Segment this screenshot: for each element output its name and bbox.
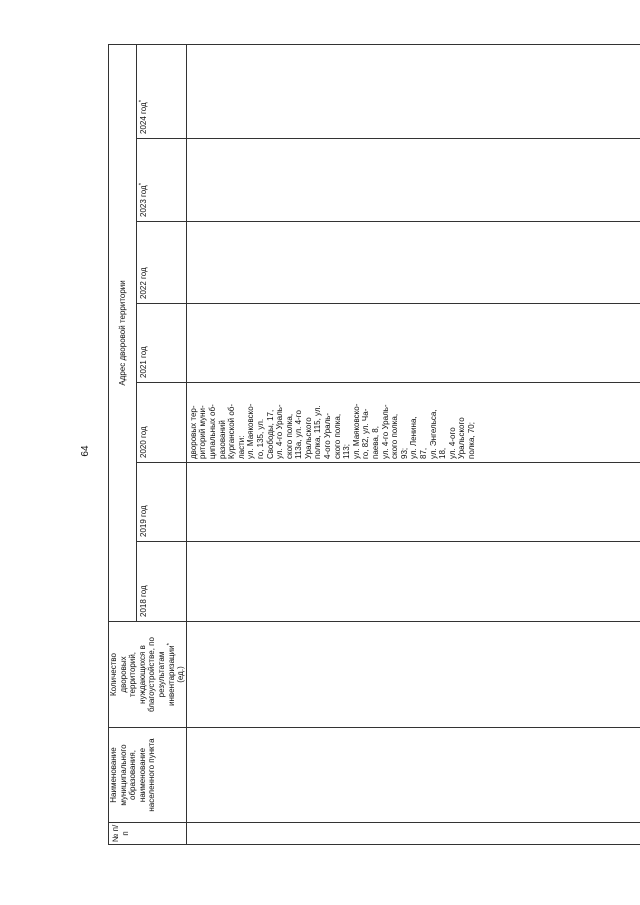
address-line: Уральского <box>457 417 467 459</box>
address-line: ского полка, <box>390 413 400 459</box>
header-quantity-line: благоустройстве, по <box>147 637 157 712</box>
address-line: ул. 4-го Ураль- <box>380 404 390 459</box>
footnote-mark: * <box>139 99 146 103</box>
address-line: Курганской об- <box>227 403 237 459</box>
cell-year-2021 <box>186 304 640 383</box>
cell-quantity <box>186 622 640 728</box>
cell-municipality <box>186 728 640 823</box>
header-year-2021: 2021 год <box>137 304 187 383</box>
address-line: риторий муни- <box>198 405 208 459</box>
cell-year-2020 <box>186 383 640 463</box>
cell-year-2024 <box>186 44 640 138</box>
cell-number <box>186 823 640 845</box>
address-line: разований <box>217 420 227 459</box>
header-year-2023 <box>137 139 187 222</box>
address-line: ул. 4-ого <box>447 427 457 459</box>
header-year-2022: 2022 год <box>137 222 187 304</box>
address-line: го, 82, ул. Ча- <box>361 408 371 459</box>
address-line: ул. Маяковско- <box>351 403 361 459</box>
header-year-2024 <box>137 44 187 138</box>
address-line: 18, <box>438 447 448 459</box>
cell-year-2023 <box>186 139 640 222</box>
address-line: Уральского <box>303 417 313 459</box>
cell-year-2022 <box>186 222 640 304</box>
header-row-top <box>109 44 137 844</box>
header-quantity <box>109 622 187 728</box>
address-line: 87, <box>419 447 428 459</box>
address-line: 93; <box>399 447 409 459</box>
address-line: ул. Энгельса, <box>428 409 438 459</box>
header-year-label: 2023 год <box>139 185 149 217</box>
address-line: го, 135, ул. <box>255 418 265 459</box>
address-line: ского полка, <box>332 413 342 459</box>
header-year-2018: 2018 год <box>137 542 187 622</box>
address-line: дворовых тер- <box>188 405 198 459</box>
address-program-table-rotated <box>108 45 604 845</box>
address-line: ул. Ленина, <box>409 416 419 459</box>
header-quantity-line: результатам <box>156 651 166 698</box>
address-line: 4-ого Ураль- <box>323 412 333 459</box>
header-year-2020: 2020 год <box>137 383 187 463</box>
cell-year-2019 <box>186 463 640 542</box>
header-quantity-line <box>167 624 177 725</box>
footnote-mark: * <box>166 643 173 646</box>
page-number: 64 <box>80 445 91 457</box>
cell-year-2018 <box>186 542 640 622</box>
footnote-mark: * <box>139 182 146 186</box>
address-line: полка, 70; <box>466 422 476 459</box>
header-quantity-line-text: инвентаризации <box>166 645 176 706</box>
header-quantity-line: территорий, <box>128 651 138 698</box>
header-municipality: Наименование муниципального образования, наименование населенного пункта <box>109 728 187 823</box>
address-line: ласти: <box>236 435 246 459</box>
header-quantity-line: (ед.) <box>176 666 186 683</box>
address-line: ул. 4-го Ураль- <box>275 404 285 459</box>
header-year-label: 2024 год <box>139 102 149 134</box>
address-line: полка, 115, ул. <box>313 405 323 459</box>
address-line: паева, 8, <box>371 426 381 459</box>
table-row <box>186 44 640 844</box>
address-line: ского полка, <box>284 413 294 459</box>
header-year-2019: 2019 год <box>137 463 187 542</box>
address-line: 113а, ул. 4-го <box>294 410 304 459</box>
header-address-group: Адрес дворовой территории <box>109 44 137 621</box>
address-line: ул. Маяковско- <box>246 403 256 459</box>
header-quantity-line: дворовых <box>118 656 128 693</box>
address-program-table <box>108 44 640 845</box>
header-quantity-line: нуждающихся в <box>137 645 147 704</box>
header-number: № п/п <box>109 823 187 845</box>
address-line: ципальных об- <box>207 404 217 459</box>
address-line: 113; <box>342 444 352 459</box>
header-quantity-line: Количество <box>109 653 118 696</box>
address-line: Свободы, 17, <box>265 409 275 459</box>
